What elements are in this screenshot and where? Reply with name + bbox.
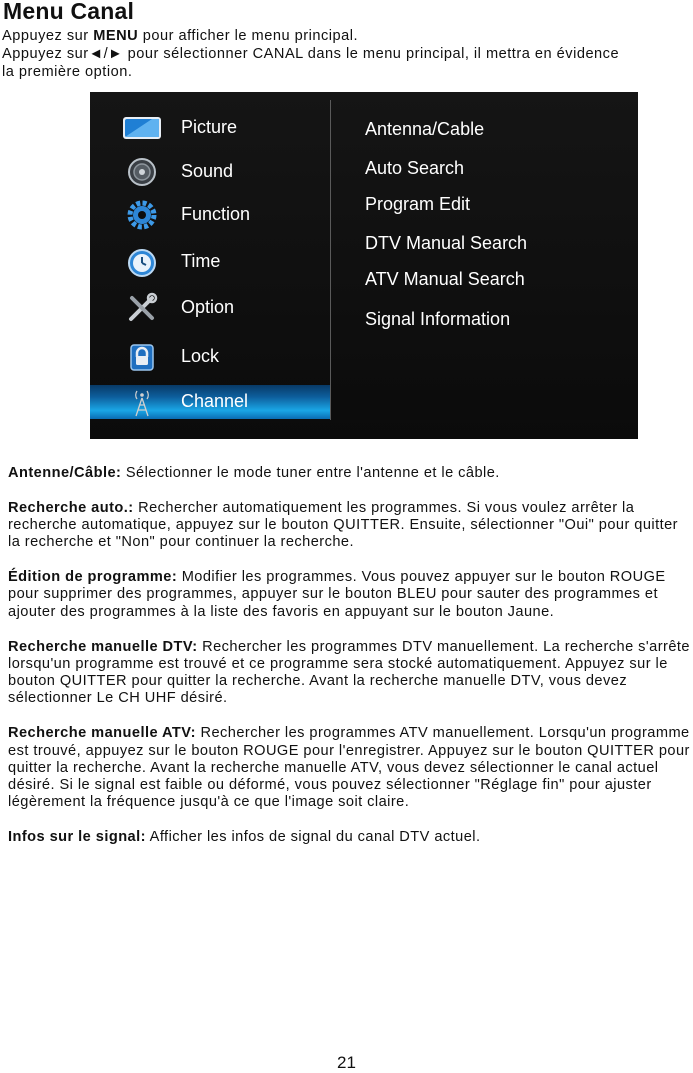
submenu-item-dtv-manual-search[interactable]: DTV Manual Search: [365, 233, 528, 253]
menu-item-channel[interactable]: Channel: [90, 385, 330, 419]
sound-icon: [122, 157, 162, 187]
menu-item-lock[interactable]: Lock: [90, 340, 330, 374]
intro-line-3: la première option.: [2, 64, 133, 80]
section-antenna-cable: [8, 465, 692, 482]
section-term: Édition de programme:: [8, 569, 178, 586]
section-term: Antenne/Câble:: [8, 465, 122, 481]
description-list: [8, 465, 692, 864]
section-text: Rechercher automatiquement les programmes. Si vous voulez arrêter la recherche automatique, appuyez sur le bouton QUITTER. Ensuite, sélectionner "Oui" pour quitter la recherche et "Non" pour continuer la recherche.: [8, 499, 678, 551]
intro-text: [2, 27, 692, 81]
intro-line-2: Appuyez sur◄/► pour sélectionner CANAL dans le menu principal, il mettra en évidence: [2, 46, 620, 62]
section-text: Afficher les infos de signal du canal DTV actuel.: [145, 829, 481, 846]
section-term: Recherche manuelle ATV:: [8, 725, 196, 742]
section-signal-info: [8, 829, 692, 846]
page-number: 21: [337, 1053, 356, 1072]
submenu-item-antenna-cable[interactable]: Antenna/Cable: [365, 119, 485, 139]
menu-item-sound[interactable]: Sound: [90, 155, 330, 189]
section-term: Recherche auto.:: [8, 499, 134, 516]
menu-key-label: MENU: [93, 28, 139, 44]
menu-item-time[interactable]: Time: [90, 245, 330, 279]
section-program-edit: [8, 569, 692, 621]
function-icon: [122, 200, 162, 230]
channel-icon: [122, 387, 162, 417]
section-text: Sélectionner le mode tuner entre l'antenne et le câble.: [121, 465, 500, 481]
option-icon: [122, 293, 162, 323]
section-text: Rechercher les programmes ATV manuellement. Lorsqu'un programme est trouvé, appuyez sur le bouton ROUGE pour l'enregistrer. Appuyez sur le bouton QUITTER pour quitter la recherche. Avant la recherche manuelle ATV, vous devez sélectionner le canal actuel désiré. Si le signal est faible ou déformé, vous pouvez sélectionner "Réglage fin" pour ajuster légèrement la fréquence jusqu'à ce que l'image soit claire.: [8, 725, 690, 811]
menu-item-picture[interactable]: Picture: [90, 111, 330, 145]
section-term: Infos sur le signal:: [8, 829, 146, 846]
submenu-item-program-edit[interactable]: Program Edit: [365, 194, 471, 214]
section-text: Modifier les programmes. Vous pouvez appuyer sur le bouton ROUGE pour supprimer des programmes, appuyer sur le bouton BLEU pour sauter des programmes et ajouter des programmes à la liste des favoris en appuyant sur le bouton Jaune.: [8, 569, 666, 620]
picture-icon: [122, 113, 162, 143]
submenu-item-signal-information[interactable]: Signal Information: [365, 309, 511, 329]
tv-menu-screenshot: [90, 92, 638, 439]
menu-divider: [330, 100, 331, 420]
page-title: Menu Canal: [3, 0, 135, 24]
section-auto-search: [8, 500, 692, 552]
intro-line-1: Appuyez sur MENU pour afficher le menu principal.: [2, 28, 359, 44]
lock-icon: [122, 342, 162, 372]
menu-item-function[interactable]: Function: [90, 198, 330, 232]
section-text: Rechercher les programmes DTV manuellement. La recherche s'arrête lorsqu'un programme est trouvé et ce programme sera stocké automatiquement. Appuyez sur le bouton QUITTER pour quitter la recherche. Avant la recherche manuelle DTV, vous devez sélectionner Le CH UHF désiré.: [8, 638, 690, 707]
submenu-item-auto-search[interactable]: Auto Search: [365, 158, 465, 178]
submenu-item-atv-manual-search[interactable]: ATV Manual Search: [365, 269, 525, 289]
time-icon: [122, 247, 162, 277]
section-atv-manual-search: [8, 725, 692, 811]
section-dtv-manual-search: [8, 639, 692, 708]
section-term: Recherche manuelle DTV:: [8, 638, 198, 655]
menu-item-option[interactable]: Option: [90, 291, 330, 325]
